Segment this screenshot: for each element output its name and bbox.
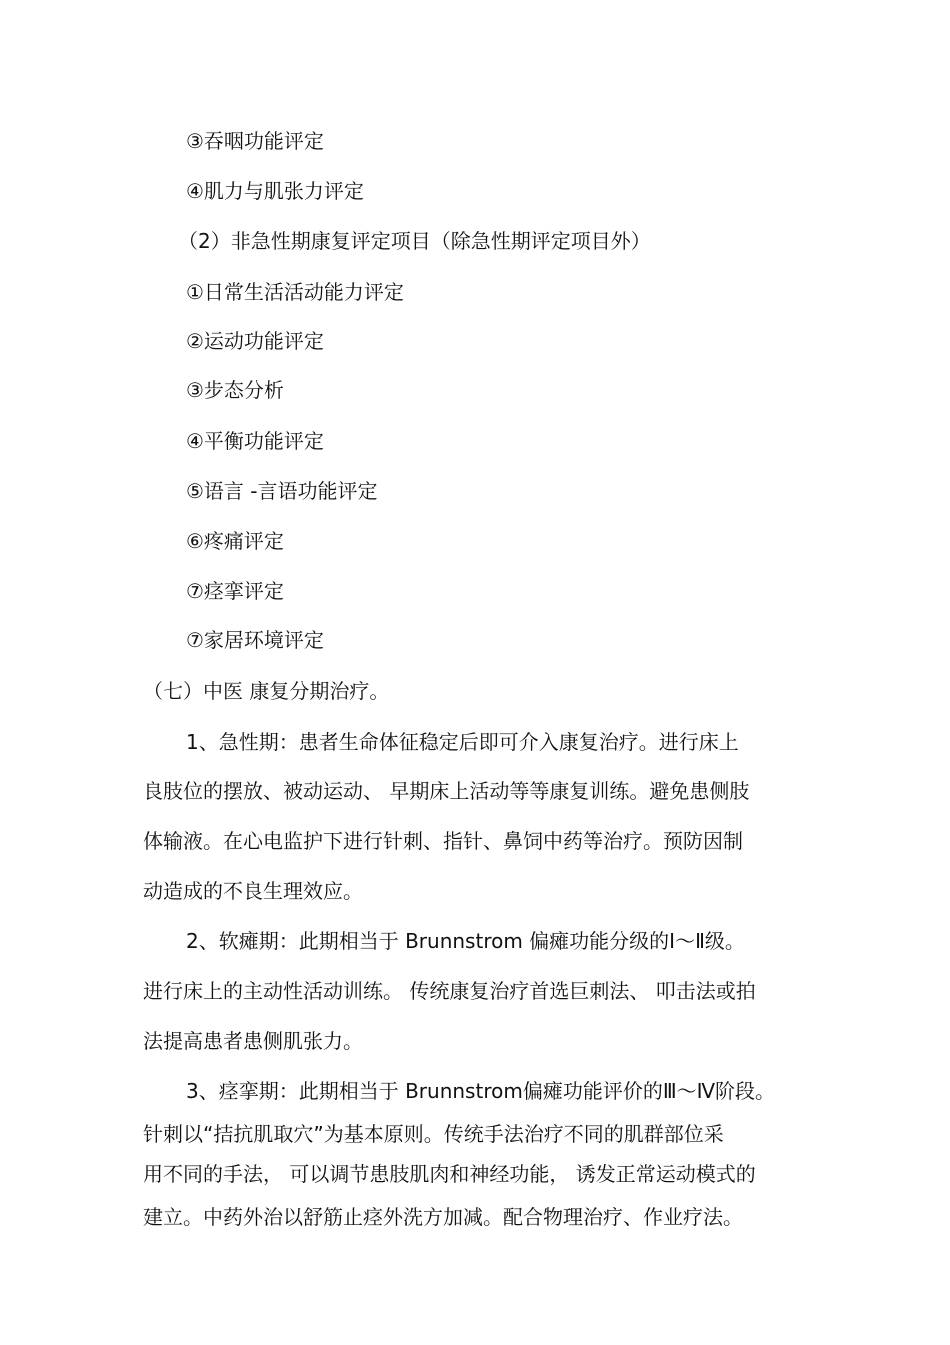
paragraph-line: 动造成的不良生理效应。 [143, 879, 363, 903]
list-item: ③步态分析 [186, 378, 284, 402]
paragraph-line: 良肢位的摆放、被动运动、 早期床上活动等等康复训练。避免患侧肢 [143, 779, 750, 803]
paragraph-line: 1、急性期：患者生命体征稳定后即可介入康复治疗。进行床上 [186, 730, 739, 754]
paragraph-line: 建立。中药外治以舒筋止痉外洗方加减。配合物理治疗、作业疗法。 [143, 1205, 743, 1229]
paragraph-line: 3、痉挛期：此期相当于 Brunnstrom偏瘫功能评价的Ⅲ～Ⅳ阶段。 [186, 1079, 776, 1103]
list-item: ⑦家居环境评定 [186, 628, 324, 652]
paragraph-line: 2、软瘫期：此期相当于 Brunnstrom 偏瘫功能分级的Ⅰ～Ⅱ级。 [186, 929, 745, 953]
section-heading: （七）中医 康复分期治疗。 [143, 679, 390, 703]
list-item: ⑥疼痛评定 [186, 529, 284, 553]
list-item: ③吞咽功能评定 [186, 129, 324, 153]
list-item: ④肌力与肌张力评定 [186, 179, 364, 203]
paragraph-line: 体输液。在心电监护下进行针刺、指针、鼻饲中药等治疗。预防因制 [143, 829, 743, 853]
paragraph-line: 针刺以“拮抗肌取穴”为基本原则。传统手法治疗不同的肌群部位采 [143, 1122, 724, 1146]
paragraph-line: 法提高患者患侧肌张力。 [143, 1029, 363, 1053]
list-item: ⑤语言 -言语功能评定 [186, 479, 378, 503]
subheading: （2）非急性期康复评定项目（除急性期评定项目外） [178, 229, 651, 253]
list-item: ②运动功能评定 [186, 329, 324, 353]
list-item: ①日常生活活动能力评定 [186, 280, 404, 304]
list-item: ④平衡功能评定 [186, 429, 324, 453]
paragraph-line: 进行床上的主动性活动训练。 传统康复治疗首选巨刺法、 叩击法或拍 [143, 979, 756, 1003]
list-item: ⑦痉挛评定 [186, 579, 284, 603]
paragraph-line: 用不同的手法， 可以调节患肢肌肉和神经功能， 诱发正常运动模式的 [143, 1162, 756, 1186]
